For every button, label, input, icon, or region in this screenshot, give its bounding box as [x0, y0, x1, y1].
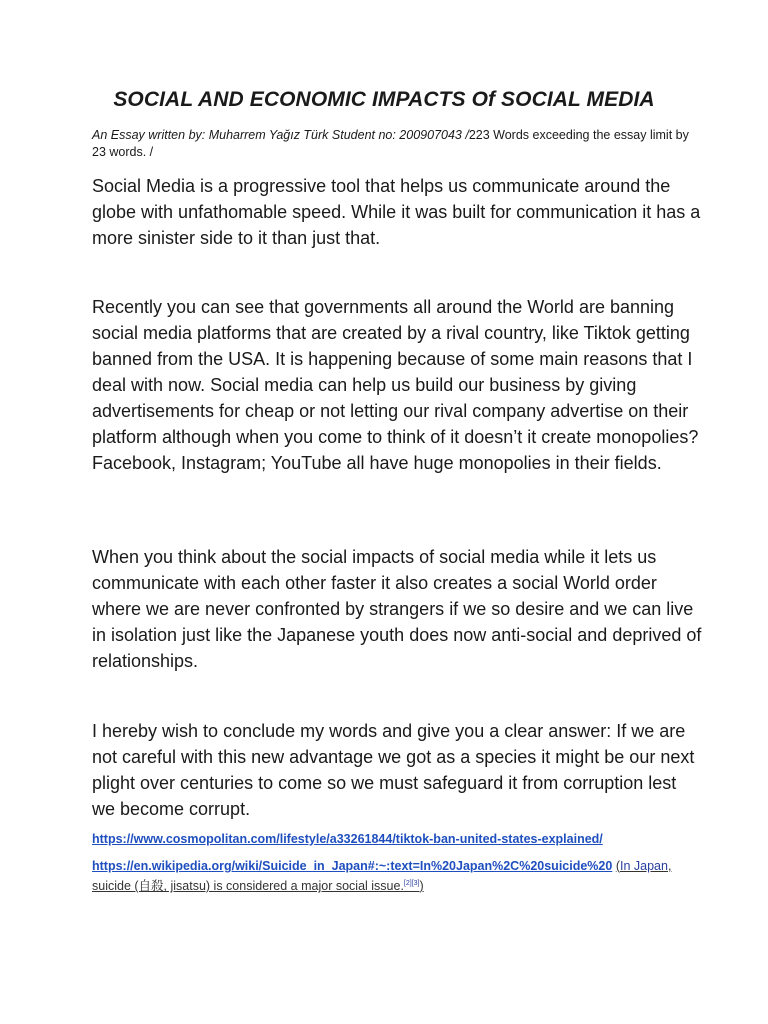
byline	[92, 127, 702, 161]
paragraph-intro: Social Media is a progressive tool that helps us communicate around the globe with unfathomable speed. While it was built for communication it has a more sinister side to it than just that.	[92, 176, 701, 248]
quote-close: )	[419, 879, 424, 894]
paragraph-economic: Recently you can see that governments all around the World are banning social media platforms that are created by a rival country, like Tiktok getting banned from the USA. It is happening because of some main reasons that I deal with now. Social media can help us build our business by giving advertisements for cheap or not letting our rival company advertise on their platform although when you come to think of it doesn’t it create monopolies? Facebook, Instagram; YouTube all have huge monopolies in their fields.	[92, 297, 699, 473]
quote-text: , suicide (自殺, jisatsu) is considered a major social issue.	[92, 859, 672, 894]
paragraph-social: When you think about the social impacts of social media while it lets us communicate with each other faster it also creates a social World order where we are never confronted by strangers if we so desire and we can live in isolation just like the Japanese youth does now anti-social and deprived of relationships.	[92, 547, 702, 671]
quote-open: (	[615, 859, 620, 873]
byline-word-count: 223 Words exceeding the essay limit by 23 words. /	[92, 128, 689, 159]
paragraph-conclusion: I hereby wish to conclude my words and give you a clear answer: If we are not careful with this new advantage we got as a species it might be our next plight over centuries to come so we must safeguard it from corruption lest we become corrupt.	[92, 721, 695, 819]
reference-2	[92, 857, 712, 895]
quote-citation-refs[interactable]: [2][3]	[403, 880, 420, 887]
reference-1	[92, 830, 712, 848]
reference-link-wikipedia[interactable]: https://en.wikipedia.org/wiki/Suicide_in_Japan#:~:text=In%20Japan%2C%20suicide%20	[92, 859, 613, 873]
essay-title: SOCIAL AND ECONOMIC IMPACTS Of SOCIAL MEDIA	[113, 88, 655, 111]
reference-link-cosmopolitan[interactable]: https://www.cosmopolitan.com/lifestyle/a33261844/tiktok-ban-united-states-explained/	[92, 832, 603, 846]
quote-link-in-japan[interactable]: In Japan	[619, 859, 668, 873]
byline-author: An Essay written by: Muharrem Yağız Türk Student no: 200907043 /	[92, 128, 469, 142]
